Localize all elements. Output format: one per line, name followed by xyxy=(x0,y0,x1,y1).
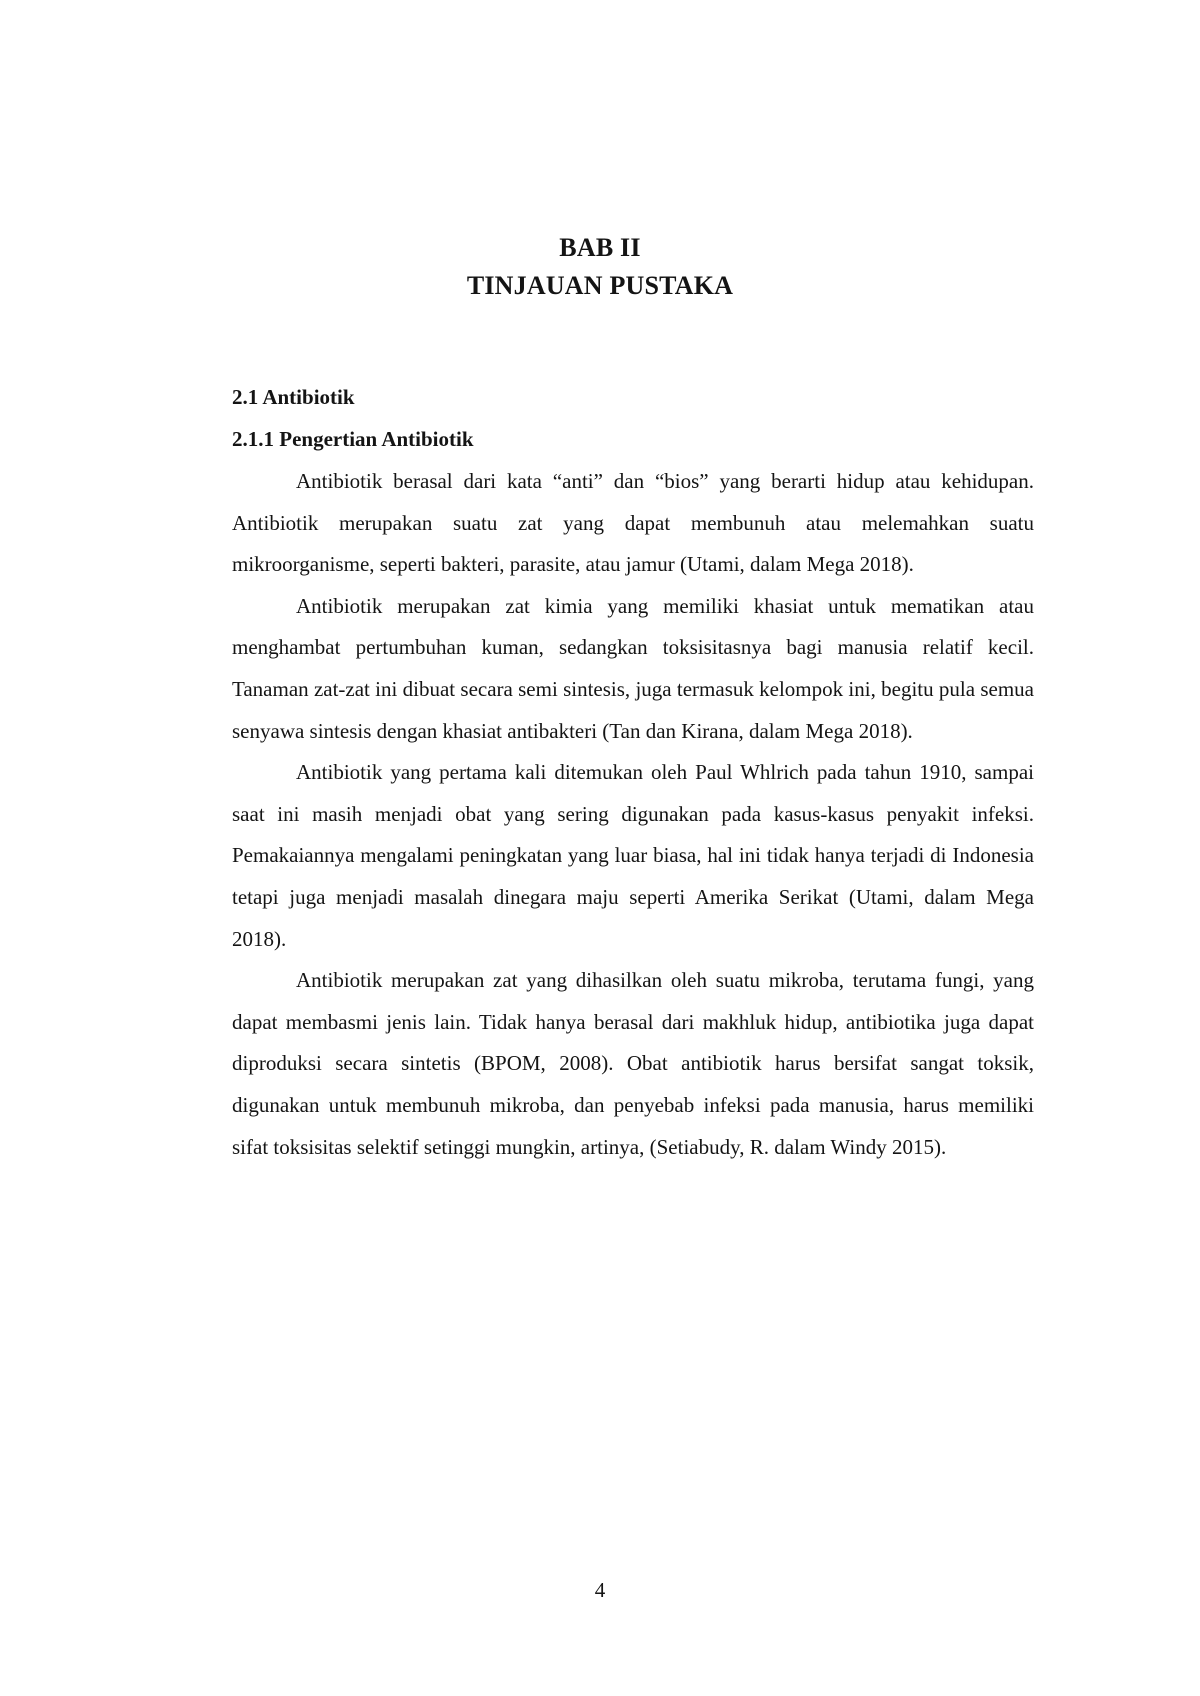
page-number: 4 xyxy=(594,1578,606,1602)
chapter-title: TINJAUAN PUSTAKA xyxy=(466,271,734,300)
chapter-number: BAB II xyxy=(559,233,641,262)
paragraph-3: Antibiotik yang pertama kali ditemukan oleh Paul Whlrich pada tahun 1910, sampai saat ini masih menjadi obat yang sering digunakan pada kasus-kasus penyakit infeksi. Pemakaiannya mengalami peningkatan yang luar biasa, hal ini tidak hanya terjadi di Indonesia tetapi juga menjadi masalah dinegara maju seperti Amerika Serikat (Utami, dalam Mega 2018). xyxy=(232,760,1034,951)
section-heading: 2.1 Antibiotik xyxy=(232,385,355,409)
paragraph-1: Antibiotik berasal dari kata “anti” dan “bios” yang berarti hidup atau kehidupan. Antibiotik merupakan suatu zat yang dapat membunuh atau melemahkan suatu mikroorganisme, seperti bakteri, parasite, atau jamur (Utami, dalam Mega 2018). xyxy=(232,469,1034,577)
paragraph-4: Antibiotik merupakan zat yang dihasilkan oleh suatu mikroba, terutama fungi, yang dapat membasmi jenis lain. Tidak hanya berasal dari makhluk hidup, antibiotika juga dapat diproduksi secara sintetis (BPOM, 2008). Obat antibiotik harus bersifat sangat toksik, digunakan untuk membunuh mikroba, dan penyebab infeksi pada manusia, harus memiliki sifat toksisitas selektif setinggi mungkin, artinya, (Setiabudy, R. dalam Windy 2015). xyxy=(232,968,1034,1159)
body-text xyxy=(232,461,1034,1168)
paragraph-2: Antibiotik merupakan zat kimia yang memiliki khasiat untuk mematikan atau menghambat pertumbuhan kuman, sedangkan toksisitasnya bagi manusia relatif kecil. Tanaman zat-zat ini dibuat secara semi sintesis, juga termasuk kelompok ini, begitu pula semua senyawa sintesis dengan khasiat antibakteri (Tan dan Kirana, dalam Mega 2018). xyxy=(232,593,1034,743)
subsection-heading: 2.1.1 Pengertian Antibiotik xyxy=(232,427,474,451)
